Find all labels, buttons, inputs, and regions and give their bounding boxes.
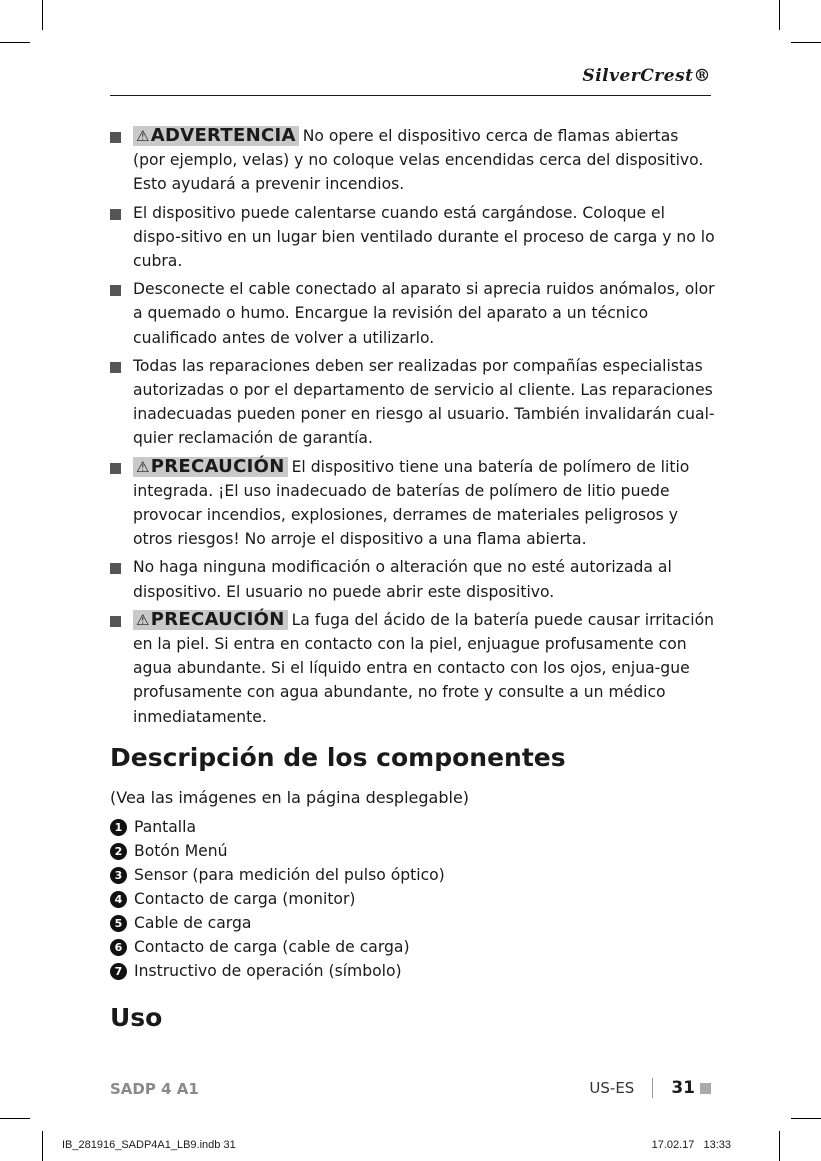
header-rule bbox=[110, 95, 711, 96]
component-number-icon: 3 bbox=[110, 867, 127, 884]
safety-item-text: No haga ninguna modificación o alteración que no esté autorizada al dispositivo. El usuario no puede abrir este dispositivo. bbox=[133, 558, 672, 601]
component-label: Sensor (para medición del pulso óptico) bbox=[134, 866, 445, 884]
component-number-icon: 4 bbox=[110, 891, 127, 908]
warning-badge bbox=[133, 126, 299, 146]
safety-item-text: Todas las reparaciones deben ser realizadas por compañías especialistas autorizadas o por el departamento de servicio al cliente. Las reparaciones inadecuadas pueden poner en riesgo al usuario. También invalidarán cual-quier reclamación de garantía. bbox=[133, 356, 715, 448]
component-number-icon: 6 bbox=[110, 939, 127, 956]
components-heading: Descripción de los componentes bbox=[110, 743, 566, 772]
warning-triangle-icon: ⚠ bbox=[136, 457, 150, 476]
crop-mark bbox=[779, 1131, 780, 1161]
component-item bbox=[110, 887, 445, 911]
component-label: Contacto de carga (cable de carga) bbox=[134, 938, 410, 956]
components-subtitle: (Vea las imágenes en la página desplegable) bbox=[110, 788, 470, 807]
warning-badge-label: PRECAUCIÓN bbox=[150, 455, 285, 477]
component-item bbox=[110, 959, 445, 983]
crop-mark bbox=[779, 0, 780, 30]
component-label: Contacto de carga (monitor) bbox=[134, 890, 356, 908]
bullet-square-icon bbox=[110, 209, 121, 220]
component-number-icon: 5 bbox=[110, 915, 127, 932]
safety-item bbox=[110, 124, 715, 197]
use-heading: Uso bbox=[110, 1003, 163, 1032]
crop-mark bbox=[42, 0, 43, 30]
safety-item-text: La fuga del ácido de la batería puede causar irritación en la piel. Si entra en contacto con la piel, enjuague profusamente con agua abundante. Si el líquido entra en contacto con los ojos, enjua-gue profusamente con agua abundante, no frote y consulte a un médico inmediatamente. bbox=[133, 610, 715, 726]
warning-badge-label: ADVERTENCIA bbox=[150, 125, 296, 146]
component-number-icon: 7 bbox=[110, 963, 127, 980]
safety-item-text: No opere el dispositivo cerca de flamas abiertas (por ejemplo, velas) y no coloque velas encendidas cerca del dispositivo. Esto ayudará a prevenir incendios. bbox=[133, 127, 704, 194]
footer-separator bbox=[652, 1078, 653, 1098]
component-label: Pantalla bbox=[134, 818, 197, 836]
safety-item bbox=[110, 277, 715, 350]
safety-item bbox=[110, 455, 715, 552]
warning-triangle-icon: ⚠ bbox=[136, 127, 150, 145]
footer-lang: US-ES bbox=[589, 1079, 635, 1097]
component-label: Instructivo de operación (símbolo) bbox=[134, 962, 402, 980]
safety-item bbox=[110, 555, 715, 603]
footer-model: SADP 4 A1 bbox=[110, 1080, 199, 1098]
brand-logo: SilverCrest® bbox=[582, 66, 711, 86]
crop-mark bbox=[0, 1118, 30, 1119]
component-item bbox=[110, 839, 445, 863]
components-list bbox=[110, 815, 445, 983]
page-square-icon bbox=[700, 1083, 711, 1094]
component-item bbox=[110, 911, 445, 935]
footer-page-info bbox=[589, 1078, 711, 1098]
safety-item-text: El dispositivo tiene una batería de polímero de litio integrada. ¡El uso inadecuado de baterías de polímero de litio puede provocar incendios, explosiones, derrames de materiales peligrosos y otros riesgos! No arroje el dispositivo a una flama abierta. bbox=[133, 457, 690, 549]
warning-badge-label: PRECAUCIÓN bbox=[150, 608, 285, 630]
component-item bbox=[110, 815, 445, 839]
safety-item bbox=[110, 608, 715, 729]
slug-file: IB_281916_SADP4A1_LB9.indb 31 bbox=[62, 1139, 236, 1151]
component-item bbox=[110, 935, 445, 959]
slug-datetime: 17.02.17 13:33 bbox=[651, 1139, 731, 1151]
warning-badge bbox=[133, 457, 288, 477]
bullet-square-icon bbox=[110, 563, 121, 574]
bullet-square-icon bbox=[110, 285, 121, 296]
safety-item-text: Desconecte el cable conectado al aparato si aprecia ruidos anómalos, olor a quemado o humo. Encargue la revisión del aparato a un técnico cualificado antes de volver a utilizarlo. bbox=[133, 280, 715, 347]
component-item bbox=[110, 863, 445, 887]
crop-mark bbox=[0, 42, 30, 43]
component-label: Botón Menú bbox=[134, 842, 228, 860]
crop-mark bbox=[42, 1131, 43, 1161]
component-number-icon: 2 bbox=[110, 843, 127, 860]
warning-badge bbox=[133, 610, 288, 630]
component-number-icon: 1 bbox=[110, 819, 127, 836]
safety-item bbox=[110, 201, 715, 274]
bullet-square-icon bbox=[110, 463, 121, 474]
safety-item bbox=[110, 354, 715, 451]
safety-item-text: El dispositivo puede calentarse cuando está cargándose. Coloque el dispo-sitivo en un lugar bien ventilado durante el proceso de carga y no lo cubra. bbox=[133, 203, 715, 271]
bullet-square-icon bbox=[110, 132, 121, 143]
crop-mark bbox=[791, 42, 821, 43]
bullet-square-icon bbox=[110, 616, 121, 627]
safety-list bbox=[110, 124, 715, 733]
page-number: 31 bbox=[671, 1078, 695, 1098]
component-label: Cable de carga bbox=[134, 914, 252, 932]
bullet-square-icon bbox=[110, 362, 121, 373]
crop-mark bbox=[791, 1118, 821, 1119]
warning-triangle-icon: ⚠ bbox=[136, 610, 150, 629]
